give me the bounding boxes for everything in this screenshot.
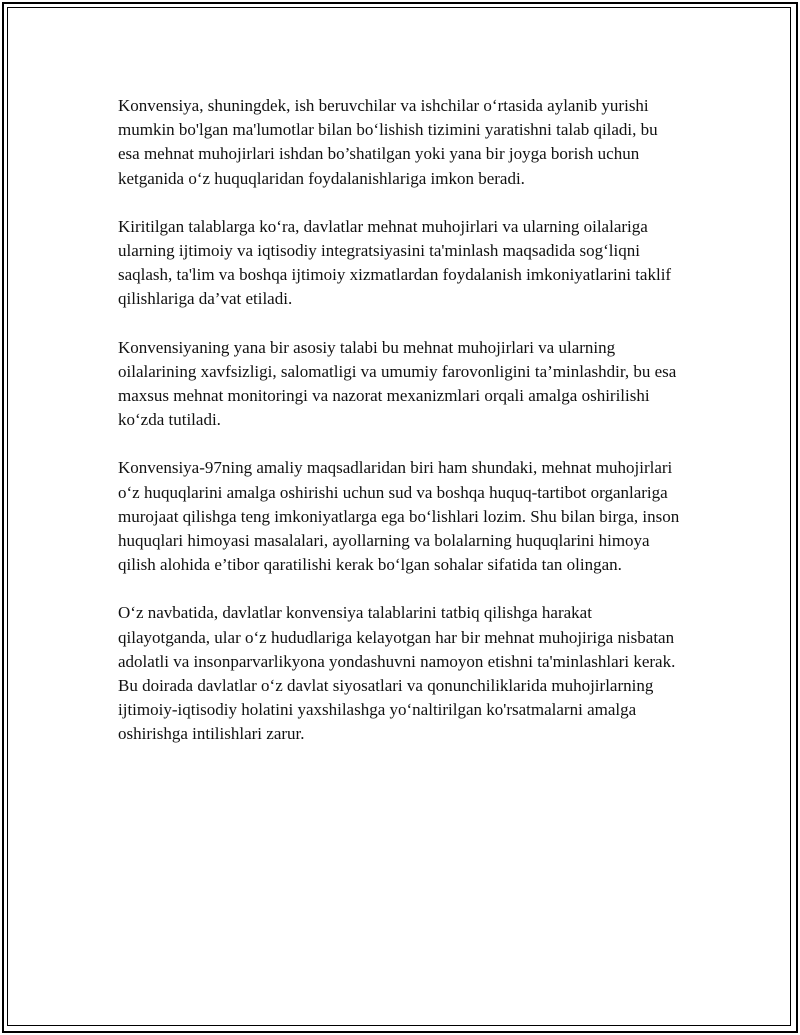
paragraph-4: Konvensiya-97ning amaliy maqsadlaridan biri ham shundaki, mehnat muhojirlari o‘z huquqlarini amalga oshirishi uchun sud va boshqa huquq-tartibot organlariga murojaat qilishga teng imkoniyatlarga ega bo‘lishlari lozim. Shu bilan birga, inson huquqlari himoyasi masalalari, ayollarning va bolalarning huquqlarini himoya qilish alohida e’tibor qaratilishi kerak bo‘lgan sohalar sifatida tan olingan.	[118, 458, 680, 575]
paragraph-2: Kiritilgan talablarga ko‘ra, davlatlar mehnat muhojirlari va ularning oilalariga ularning ijtimoiy va iqtisodiy integratsiyasini ta'minlash maqsadida sog‘liqni saqlash, ta'lim va boshqa ijtimoiy xizmatlardan foydalanish imkoniyatlarini taklif qilishlariga da’vat etiladi.	[118, 216, 672, 309]
document-body	[118, 94, 683, 771]
paragraph-3: Konvensiyaning yana bir asosiy talabi bu mehnat muhojirlari va ularning oilalarining xavfsizligi, salomatligi va umumiy farovonligini ta’minlashdir, bu esa maxsus mehnat monitoringi va nazorat mexanizmlari orqali amalga oshirilishi ko‘zda tutiladi.	[118, 337, 677, 430]
paragraph-1: Konvensiya, shuningdek, ish beruvchilar va ishchilar o‘rtasida aylanib yurishi mumkin bo'lgan ma'lumotlar bilan bo‘lishish tizimini yaratishni talab qiladi, bu esa mehnat muhojirlari ishdan bo’shatilgan yoki yana bir joyga borish uchun ketganida o‘z huquqlaridan foydalanishlariga imkon beradi.	[118, 96, 658, 188]
paragraph-5: O‘z navbatida, davlatlar konvensiya talablarini tatbiq qilishga harakat qilayotganda, ular o‘z hududlariga kelayotgan har bir mehnat muhojiriga nisbatan adolatli va insonparvarlikyona yondashuvni namoyon etishni ta'minlashlari kerak. Bu doirada davlatlar o‘z davlat siyosatlari va qonunchiliklarida muhojirlarning ijtimoiy-iqtisodiy holatini yaxshilashga yo‘naltirilgan ko'rsatmalarni amalga oshirishga intilishlari zarur.	[118, 603, 676, 744]
